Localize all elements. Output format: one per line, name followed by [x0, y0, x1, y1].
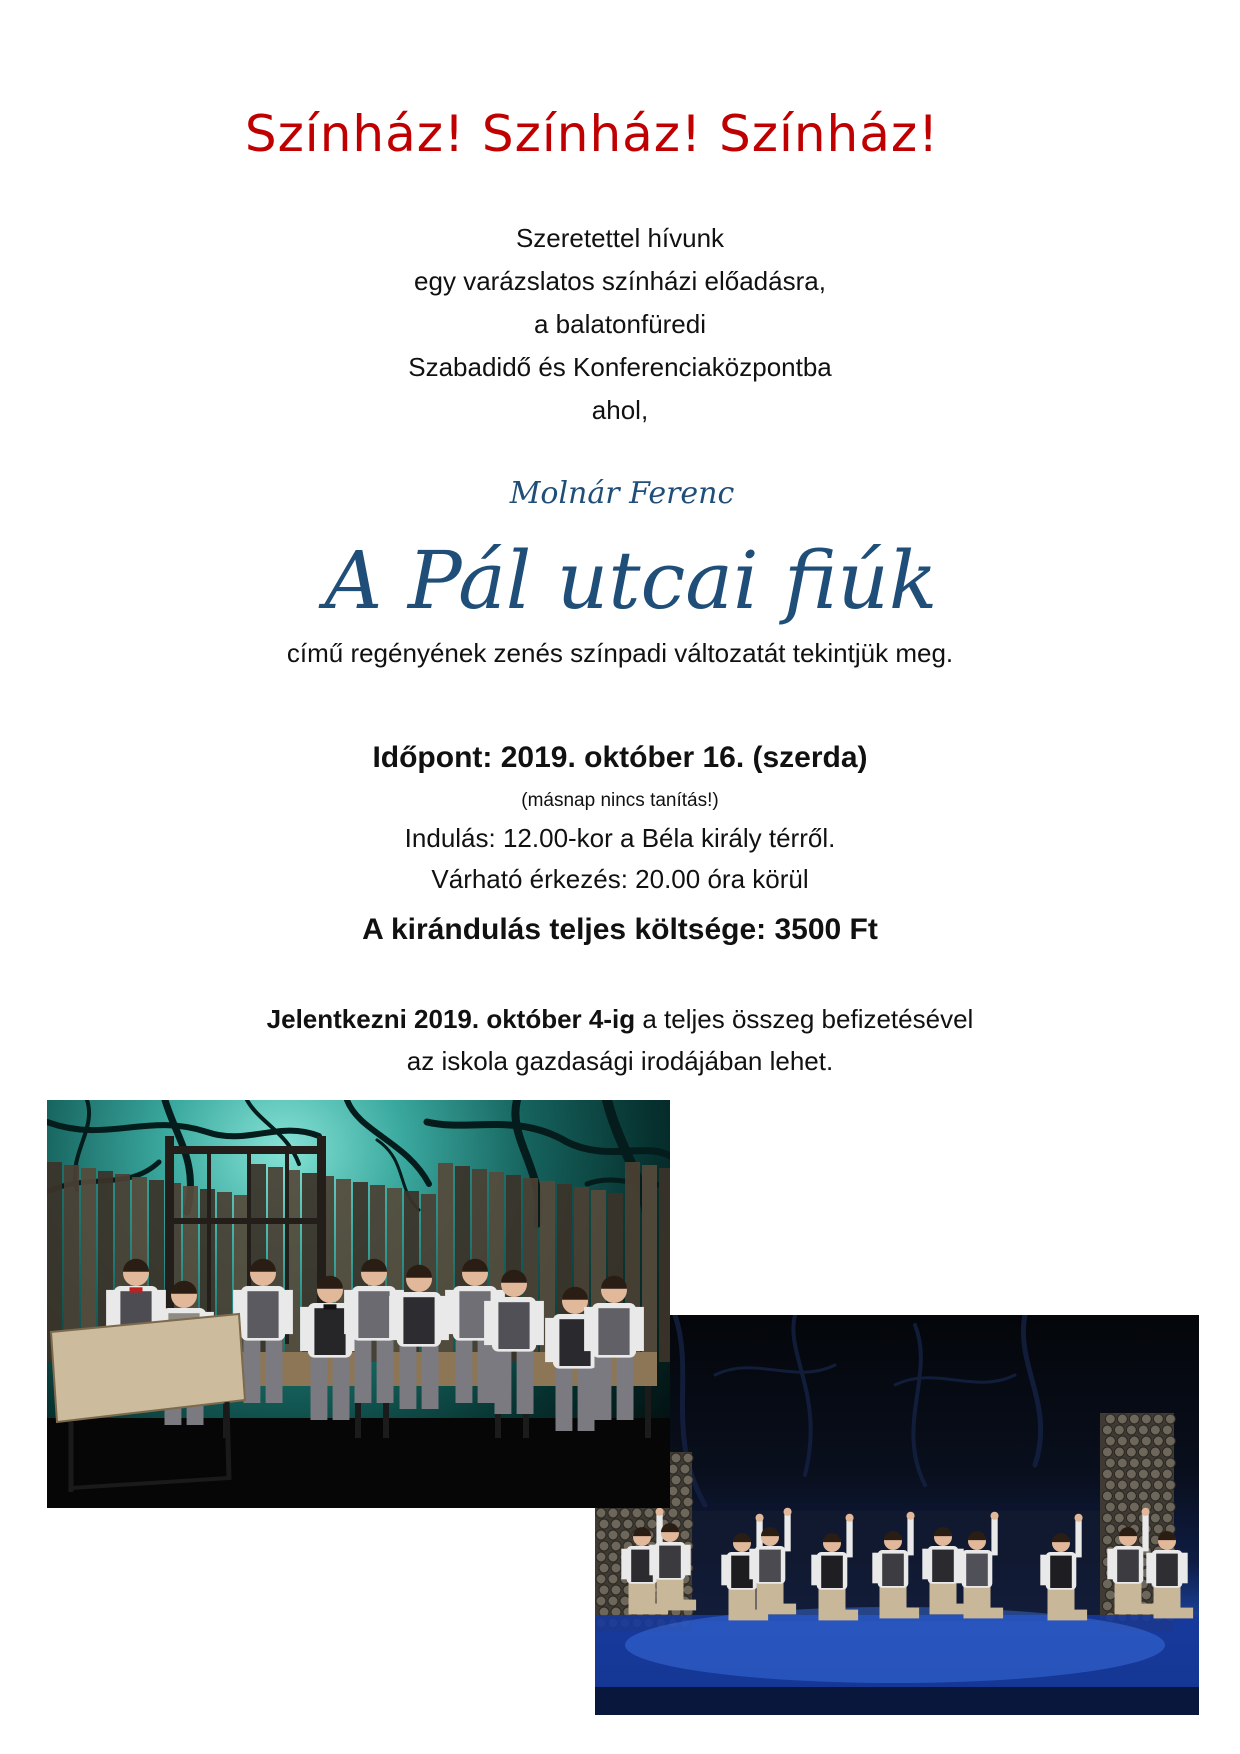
stage-photo-finale: [595, 1315, 1199, 1715]
registration-line: [0, 998, 1240, 1040]
registration-place: az iskola gazdasági irodájában lehet.: [406, 1046, 834, 1076]
trip-cost: A kirándulás teljes költsége: 3500 Ft: [362, 913, 878, 946]
stage-photo-classroom-drawing: [47, 1100, 670, 1508]
registration-deadline: Jelentkezni 2019. október 4-ig: [266, 1004, 636, 1034]
invitation-line: ahol,: [591, 395, 649, 425]
play-subtitle: című regényének zenés színpadi változatát tekintjük meg.: [286, 638, 954, 668]
arrival-info: Várható érkezés: 20.00 óra körül: [431, 864, 809, 894]
stage-photo-classroom: [47, 1100, 670, 1508]
invitation-line: egy varázslatos színházi előadásra,: [414, 266, 826, 296]
departure-info: Indulás: 12.00-kor a Béla király térről.: [404, 823, 836, 853]
fence-plank: [642, 1165, 657, 1362]
tree-silhouettes: [675, 1315, 1041, 1505]
stage-floor: [595, 1607, 1199, 1715]
fence-plank: [659, 1168, 670, 1362]
stage-photo-finale-drawing: [595, 1315, 1199, 1715]
page-title: Színház! Színház! Színház!: [244, 105, 940, 163]
play-title: A Pál utcai fiúk: [324, 534, 938, 627]
author-name: Molnár Ferenc: [509, 476, 735, 511]
event-note: (másnap nincs tanítás!): [521, 790, 719, 811]
registration-payment: a teljes összeg befizetésével: [635, 1004, 974, 1034]
invitation-line: a balatonfüredi: [533, 309, 707, 339]
invitation-text: [0, 217, 1240, 432]
invitation-line: Szabadidő és Konferenciaközpontba: [408, 352, 832, 382]
invitation-line: Szeretettel hívunk: [515, 223, 725, 253]
event-date: Időpont: 2019. október 16. (szerda): [372, 741, 868, 774]
